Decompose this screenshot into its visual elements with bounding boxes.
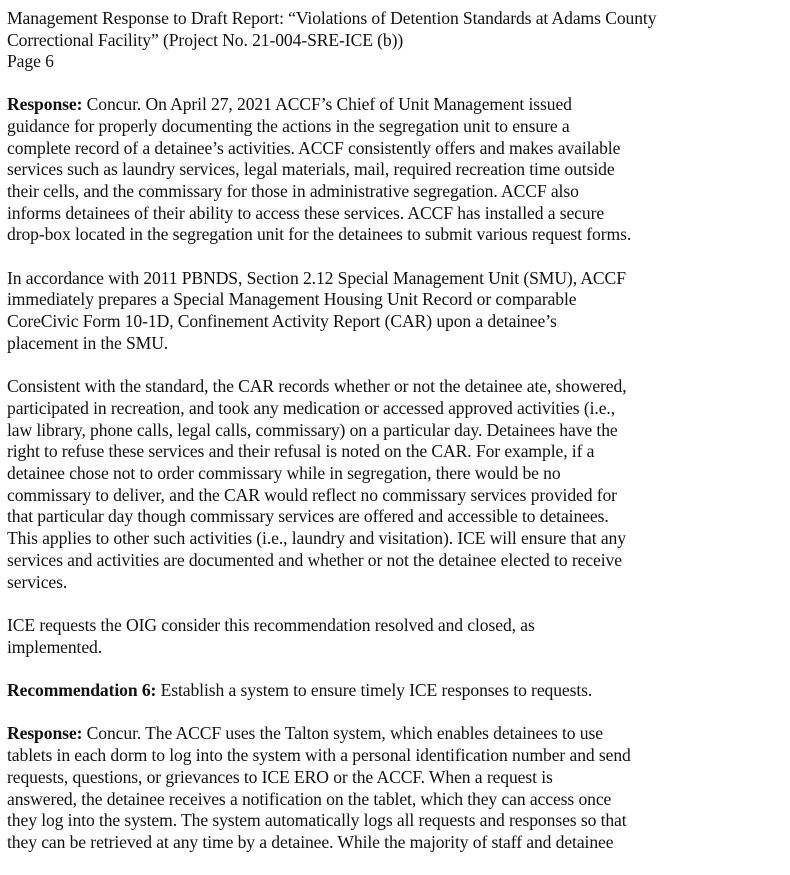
text-line: informs detainees of their ability to access these services. ACCF has installed a secure	[7, 202, 605, 223]
text-line: services such as laundry services, legal materials, mail, required recreation time outside	[7, 159, 615, 180]
text-line: detainee chose not to order commissary while in segregation, there would be no	[7, 463, 561, 484]
recommendation-6-paragraph	[7, 680, 783, 702]
text-line: drop-box located in the segregation unit for the detainees to submit various request forms.	[7, 224, 632, 245]
response-paragraph-1	[7, 94, 783, 246]
text-line: law library, phone calls, legal calls, commissary) on a particular day. Detainees have the	[7, 419, 618, 440]
text-line: services and activities are documented and whether or not the detainee elected to receive	[7, 549, 622, 570]
text-line: right to refuse these services and their refusal is noted on the CAR. For example, if a	[7, 441, 595, 462]
text-line: ICE requests the OIG consider this recommendation resolved and closed, as	[7, 614, 535, 635]
text-line: implemented.	[7, 636, 103, 657]
text-line: Concur. The ACCF uses the Talton system, which enables detainees to use	[82, 723, 603, 744]
text-line: their cells, and the commissary for those in administrative segregation. ACCF also	[7, 180, 579, 201]
text-line: they can be retrieved at any time by a detainee. While the majority of staff and detainee	[7, 831, 614, 852]
header-title-line-1: Management Response to Draft Report: “Violations of Detention Standards at Adams County	[7, 8, 657, 28]
text-line: commissary to deliver, and the CAR would reflect no commissary services provided for	[7, 484, 617, 505]
text-line: answered, the detainee receives a notification on the tablet, which they can access once	[7, 788, 612, 809]
car-paragraph	[7, 376, 783, 593]
text-line: complete record of a detainee’s activities. ACCF consistently offers and makes available	[7, 137, 621, 158]
text-line: CoreCivic Form 10-1D, Confinement Activity Report (CAR) upon a detainee’s	[7, 311, 557, 332]
page-header	[7, 8, 783, 73]
text-line: placement in the SMU.	[7, 332, 169, 353]
ice-request-paragraph	[7, 615, 783, 658]
text-line: This applies to other such activities (i.e., laundry and visitation). ICE will ensure that any	[7, 528, 626, 549]
header-page-number: Page 6	[7, 51, 54, 72]
response-label: Response:	[7, 94, 83, 115]
header-title-line-2: Correctional Facility” (Project No. 21-004-SRE-ICE (b))	[7, 29, 404, 50]
text-line: Concur. On April 27, 2021 ACCF’s Chief of Unit Management issued	[82, 94, 572, 115]
text-line: participated in recreation, and took any medication or accessed approved activities (i.e.,	[7, 397, 615, 418]
recommendation-label: Recommendation 6:	[7, 680, 157, 701]
text-line: that particular day though commissary services are offered and accessible to detainees.	[7, 506, 609, 527]
text-line: tablets in each dorm to log into the system with a personal identification number and send	[7, 745, 631, 766]
text-line: immediately prepares a Special Management Housing Unit Record or comparable	[7, 289, 577, 310]
pbnds-paragraph	[7, 268, 783, 355]
response-label: Response:	[7, 723, 83, 744]
text-line: In accordance with 2011 PBNDS, Section 2.12 Special Management Unit (SMU), ACCF	[7, 267, 626, 288]
text-line: Consistent with the standard, the CAR records whether or not the detainee ate, showered,	[7, 376, 627, 397]
recommendation-text: Establish a system to ensure timely ICE responses to requests.	[156, 680, 593, 701]
response-paragraph-2	[7, 723, 783, 853]
text-line: they log into the system. The system automatically logs all requests and responses so that	[7, 810, 627, 831]
text-line: requests, questions, or grievances to ICE ERO or the ACCF. When a request is	[7, 766, 553, 787]
text-line: services.	[7, 571, 68, 592]
text-line: guidance for properly documenting the actions in the segregation unit to ensure a	[7, 115, 570, 136]
document-page	[7, 8, 783, 875]
